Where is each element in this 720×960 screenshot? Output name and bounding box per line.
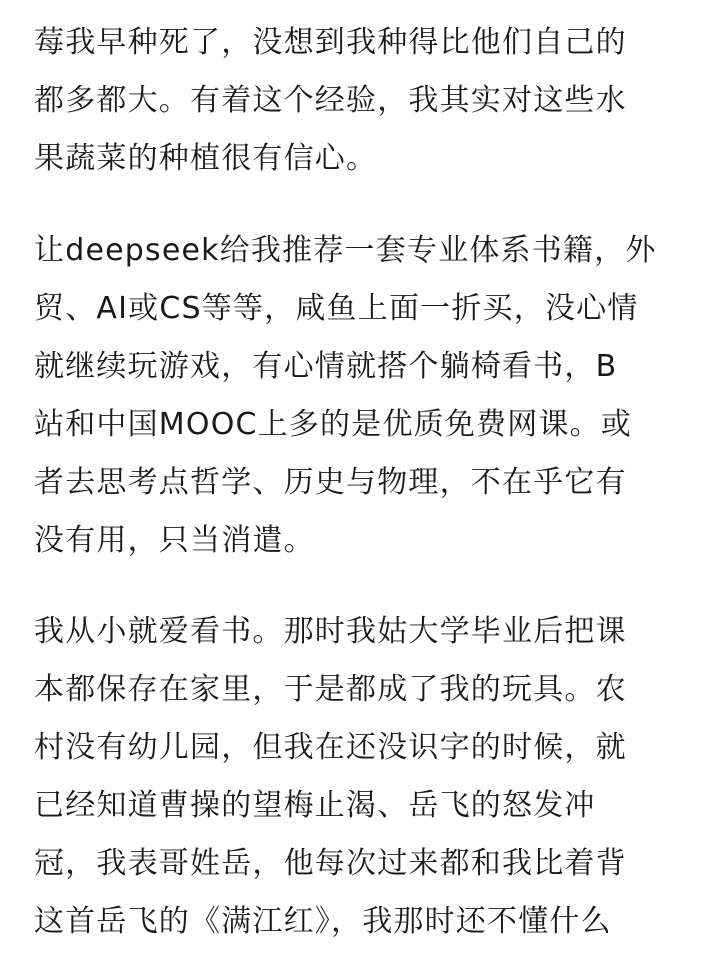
text-line: 都多都大。有着这个经验，我其实对这些水 bbox=[34, 83, 627, 118]
text-line: 果蔬菜的种植很有信心。 bbox=[34, 141, 378, 176]
text-line: 村没有幼儿园，但我在还没识字的时候，就 bbox=[34, 730, 627, 765]
text-line: 本都保存在家里，于是都成了我的玩具。农 bbox=[34, 672, 627, 707]
text-line: 就继续玩游戏，有心情就搭个躺椅看书，B bbox=[34, 349, 618, 384]
text-line: 站和中国MOOC上多的是优质免费网课。或 bbox=[34, 407, 633, 442]
text-line: 贸、AI或CS等等，咸鱼上面一折买，没心情 bbox=[34, 291, 639, 326]
text-line: 让deepseek给我推荐一套专业体系书籍，外 bbox=[34, 233, 657, 268]
text-line: 我从小就爱看书。那时我姑大学毕业后把课 bbox=[34, 614, 627, 649]
text-line: 者去思考点哲学、历史与物理，不在乎它有 bbox=[34, 465, 627, 500]
text-line: 冠，我表哥姓岳，他每次过来都和我比着背 bbox=[34, 846, 627, 881]
text-line: 莓我早种死了，没想到我种得比他们自己的 bbox=[34, 25, 627, 60]
text-line: 这首岳飞的《满江红》，我那时还不懂什么 bbox=[34, 904, 612, 939]
text-line: 已经知道曹操的望梅止渴、岳飞的怒发冲 bbox=[34, 788, 596, 823]
text-line: 没有用，只当消遣。 bbox=[34, 523, 315, 558]
